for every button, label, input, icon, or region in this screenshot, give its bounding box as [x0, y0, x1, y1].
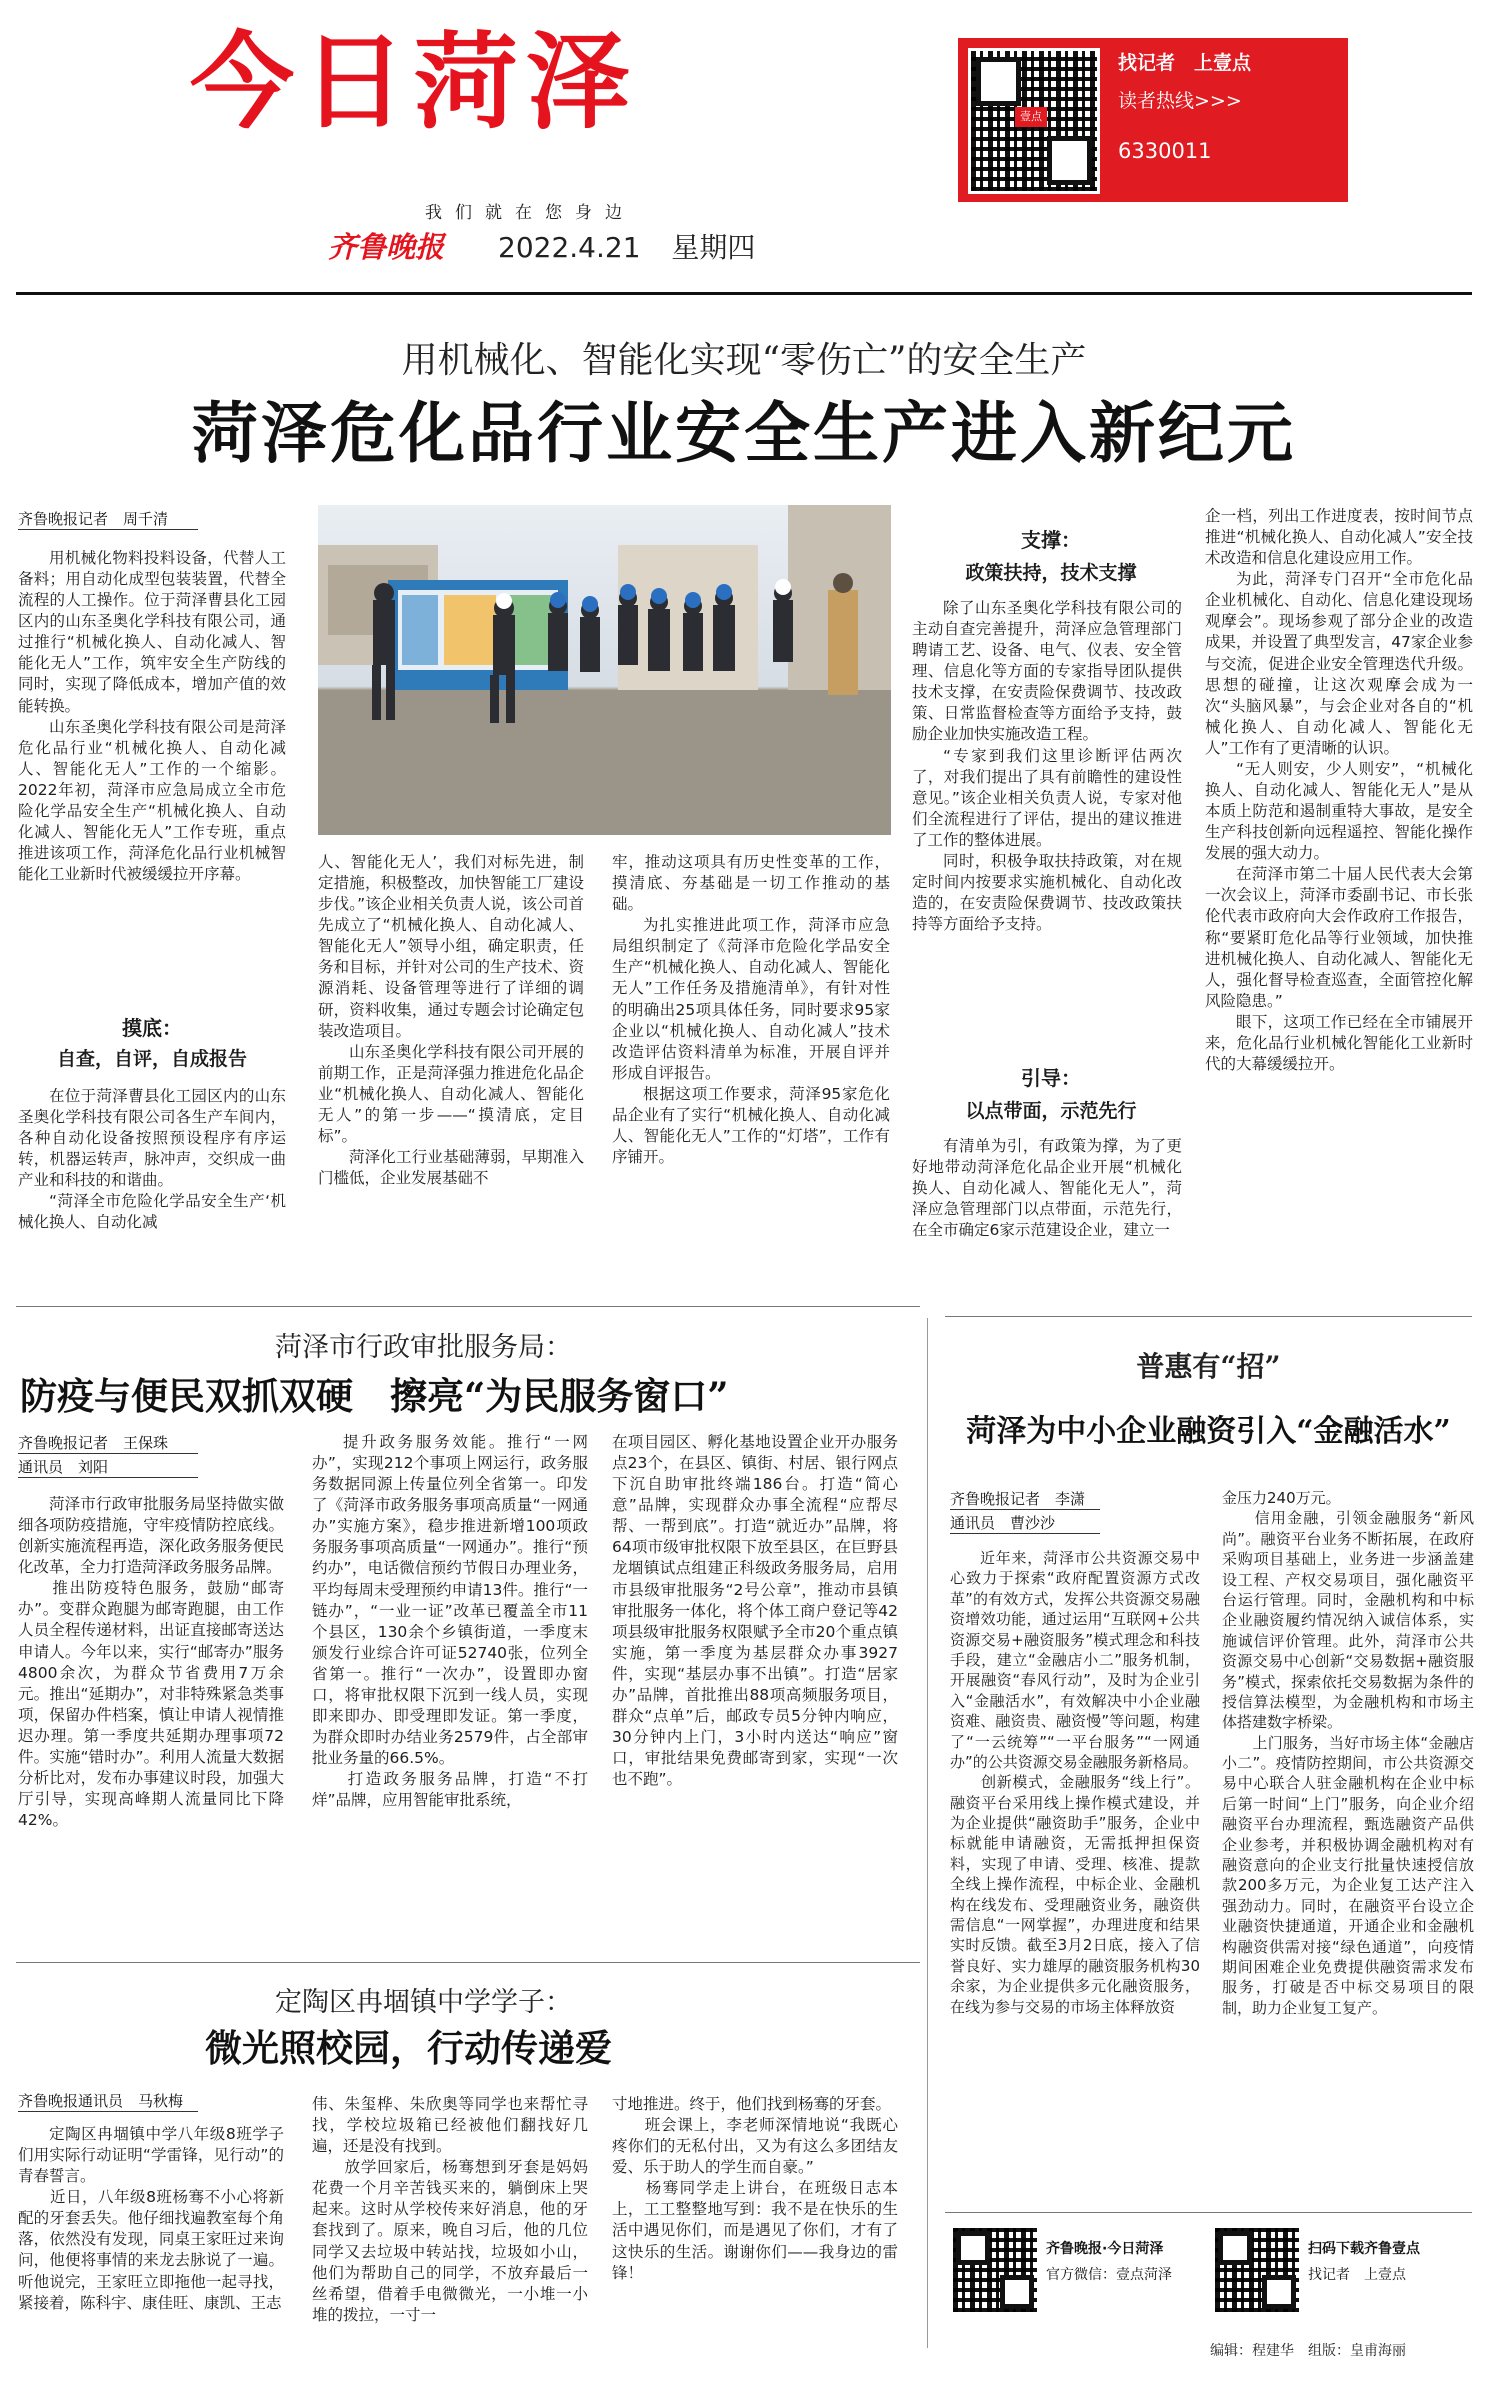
- article1-col4-p2: “专家到我们这里诊断评估两次了，对我们提出了具有前瞻性的建设性意见。”该企业相关负责人说，专家对他们全流程进行了评估，提出的建议推进了工作的整体进展。: [912, 746, 1182, 849]
- article1-col1-p3: 在位于菏泽曹县化工园区内的山东圣奥化学科技有限公司各生产车间内，各种自动化设备按照预设程序有序运转，机器运转声，脉冲声，交织成一曲产业和科技的和谐曲。: [18, 1087, 286, 1190]
- article1-col2-p1: 人、智能化无人’，我们对标先进，制定措施，积极整改，加快智能工厂建设步伐。”该企业相关负责人说，该公司首先成立了“机械化换人、自动化减人、智能化无人”领导小组，确定职责，任务和目标，并针对公司的生产技术、资源消耗、设备管理等进行了详细的调研，资料收集，通过专题会讨论确定包装改造项目。: [318, 853, 584, 1040]
- separator-article1-bottom-right: [945, 1316, 1472, 1317]
- article1-col3-p2: 为扎实推进此项工作，菏泽市应急局组织制定了《菏泽市危险化学品安全生产“机械化换人、自动化减人、智能化无人”工作任务及措施清单》，有针对性的明确出25项具体任务，同时要求95家企业以“机械化换人、自动化减人”技术改造评估资料清单为标准，开展自评并形成自评报告。: [612, 916, 890, 1082]
- article1-sub1-title: 自查，自评，自成报告: [56, 1048, 247, 1070]
- masthead-title: 今日菏泽: [190, 21, 639, 143]
- article1-photo: [318, 505, 891, 835]
- hotline-label: 读者热线>>>: [1118, 90, 1242, 112]
- editor-credits: 编辑：程建华 组版：皇甫海丽: [1210, 2343, 1406, 2359]
- app-qr-code[interactable]: [968, 48, 1100, 194]
- article1-col4-p4: 有清单为引，有政策为撑，为了更好地带动菏泽危化品企业开展“机械化换人、自动化减人、智能化无人”，菏泽应急管理部门以点带面，示范先行，在全市确定6家示范建设企业，建立一: [912, 1137, 1182, 1240]
- article1-col5-p4: 在菏泽市第二十届人民代表大会第一次会议上，菏泽市委副书记、市长张伦代表市政府向大会作政府工作报告，称“要紧盯危化品等行业领域，加快推进机械化换人、自动化减人、智能化无人，强化督导检查巡查，全面管控化解风险隐患。”: [1205, 865, 1473, 1010]
- article1-col4-lower: [912, 1136, 1182, 1241]
- article2-byline2: [18, 1456, 198, 1478]
- issue-date: [498, 226, 755, 266]
- article4-byline1: [950, 1488, 1100, 1510]
- qr-app-badge: 壹点: [1015, 107, 1047, 127]
- article2-byline1: [18, 1432, 198, 1454]
- article4-title: 菏泽为中小企业融资引入“金融活水”: [966, 1414, 1451, 1449]
- issue-weekday: 星期四: [671, 231, 756, 264]
- article1-col4: [912, 598, 1182, 935]
- hotline-number: 6330011: [1118, 139, 1212, 163]
- article4-kicker: 普惠有“招”: [1136, 1350, 1281, 1383]
- app-download-label: 扫码下载齐鲁壹点: [1308, 2241, 1420, 2257]
- masthead-slogan: 我们就在您身边: [425, 203, 635, 223]
- separator-vertical: [927, 1318, 928, 2348]
- article3-kicker: 定陶区冉堌镇中学学子：: [275, 1987, 572, 2018]
- article3-col3: 寸地推进。终于，他们找到杨骞的牙套。 班会课上，李老师深情地说“我既心疼你们的无私付出，又为有这么多团结友爱、乐于助人的学生而自豪。” 杨骞同学走上讲台，在班级日志本上，工工整整地写到：我不是在快乐的生活中遇见你们，而是遇见了你们，才有了这快乐的生活。谢谢你们——我身边的雷锋！: [612, 2095, 898, 2282]
- wechat-account-desc: 官方微信：壹点菏泽: [1046, 2267, 1172, 2283]
- article1-col2-p2: 山东圣奥化学科技有限公司开展的前期工作，正是菏泽强力推进危化品企业“机械化换人、自动化减人、智能化无人”的第一步——“摸清底，定目标”。: [318, 1042, 584, 1146]
- article3-byline: [18, 2090, 198, 2112]
- app-download-slogan: 找记者 上壹点: [1308, 2267, 1406, 2283]
- article2-title: 防疫与便民双抓双硬 擦亮“为民服务窗口”: [20, 1374, 729, 1418]
- article1-col3-p1: 牢，推动这项具有历史性变革的工作，摸清底、夯基础是一切工作推动的基础。: [612, 853, 890, 914]
- article3-byline-text: 齐鲁晚报通讯员 马秋梅: [18, 2090, 198, 2112]
- article4-byline2-text: 通讯员 曹沙沙: [950, 1512, 1100, 1534]
- article4-byline2: [950, 1512, 1100, 1534]
- paper-name-logo: 齐鲁晚报: [328, 230, 445, 264]
- article1-byline-text: 齐鲁晚报记者 周千清: [18, 508, 198, 530]
- article1-col1-p4: “菏泽全市危险化学品安全生产‘机械化换人、自动化减: [18, 1192, 286, 1232]
- article1-sub3-title: 以点带面，示范先行: [965, 1100, 1137, 1122]
- article2-kicker: 菏泽市行政审批服务局：: [275, 1332, 572, 1363]
- article1-kicker: 用机械化、智能化实现“零伤亡”的安全生产: [401, 340, 1087, 381]
- article1-col5-p3: “无人则安，少人则安”，“机械化换人、自动化减人、智能化无人”是从本质上防范和遏制重特大事故，是安全生产科技创新向远程遥控、智能化操作发展的强大动力。: [1205, 759, 1473, 863]
- article1-col3: [612, 852, 890, 1168]
- article1-col3-p3: 根据这项工作要求，菏泽95家危化品企业有了实行“机械化换人、自动化减人、智能化无人”工作的“灯塔”，工作有序铺开。: [612, 1084, 890, 1167]
- article3-col1: 定陶区冉堌镇中学八年级8班学子们用实际行动证明“学雷锋，见行动”的青春誓言。 近日，八年级8班杨骞不小心将新配的牙套丢失。他仔细找遍教室每个角落，依然没有发现，同桌王家旺过来询问，他便将事情的来龙去脉说了一遍。听他说完，王家旺立即拖他一起寻找，紧接着，陈科宇、康佳旺、康凯、王志: [18, 2125, 284, 2312]
- article2-col3: 在项目园区、孵化基地设置企业开办服务点23个，在县区、镇街、村居、银行网点下沉自助审批终端186台。打造“简心意”品牌，实现群众办事全流程“应帮尽帮、一帮到底”。打造“就近办”品牌，将64项市级审批权限下放至县区，在巨野县龙堌镇试点组建正科级政务服务局，启用市县级审批服务“2号公章”，推动市县镇审批服务一体化，将个体工商户登记等42项县级审批服务权限赋予全市20个重点镇实施，第一季度为基层群众办事3927件，实现“基层办事不出镇”。打造“居家办”品牌，首批推出88项高频服务项目，群众“点单”后，邮政专员5分钟内响应，30分钟内上门，3小时内送达“响应”窗口，审批结果免费邮寄到家，实现“一次也不跑”。: [612, 1433, 898, 1789]
- article1-sub3-kicker: 引导：: [1021, 1066, 1081, 1090]
- article3-col2: 伟、朱玺桦、朱欣奥等同学也来帮忙寻找，学校垃圾箱已经被他们翻找好几遍，还是没有找到。 放学回家后，杨骞想到牙套是妈妈花费一个月辛苦钱买来的，躺倒床上哭起来。这时从学校传来好消息，他的牙套找到了。原来，晚自习后，他的几位同学又去垃圾中转站找，垃圾如小山，他们为帮助自己的同学，不放弃最后一丝希望，借着手电微微光，一小堆一小堆的拨拉，一寸一: [312, 2095, 588, 2324]
- article1-col2: [318, 852, 584, 1189]
- article1-sub1-kicker: 摸底：: [122, 1016, 182, 1040]
- separator-article2-bottom: [16, 1962, 920, 1963]
- article1-col1: [18, 548, 286, 885]
- article1-col5-p1: 企一档，列出工作进度表，按时间节点推进“机械化换人、自动化减人”安全技术改造和信息化建设应用工作。: [1205, 507, 1473, 568]
- separator-footer: [945, 2212, 1472, 2213]
- article1-byline: [18, 508, 198, 530]
- article2-byline1-text: 齐鲁晚报记者 王保珠: [18, 1432, 198, 1454]
- article1-col4-p3: 同时，积极争取扶持政策，对在规定时间内按要求实施机械化、自动化改造的，在安责险保费调节、技改政策扶持等方面给予支持。: [912, 851, 1182, 934]
- article2-col2: 提升政务服务效能。推行“一网办”，实现212个事项上网运行，政务服务数据同源上传量位列全省第一。印发了《菏泽市政务服务事项高质量“一网通办”实施方案》，稳步推进新增100项政务服务事项高质量“一网通办”。推行“预约办”，电话微信预约节假日办理业务，平均每周末受理预约申请13件。推行“一链办”，“一业一证”改革已覆盖全市11个县区，130余个乡镇街道，一季度末颁发行业综合许可证52740张，位列全省第一。推行“一次办”，设置即办窗口，将审批权限下沉到一线人员，实现即来即办、即受理即发证。第一季度，为群众即时办结业务2579件，占全部审批业务量的66.5%。 打造政务服务品牌，打造“不打烊”品牌，应用智能审批系统，: [312, 1433, 588, 1810]
- article4-col2: 金压力240万元。 信用金融，引领金融服务“新风尚”。融资平台业务不断拓展，在政府采购项目基础上，业务进一步涵盖建设工程、产权交易项目，强化融资平台运行管理。同时，金融机构和中标企业融资履约情况纳入诚信体系，实施诚信评价管理。此外，菏泽市公共资源交易中心创新“交易数据+融资服务”模式，探索依托交易数据为条件的授信算法模型，为金融机构和市场主体搭建数字桥梁。 上门服务，当好市场主体“金融店小二”。疫情防控期间，市公共资源交易中心联合人驻金融机构在企业中标后第一时间“上门”服务，向企业介绍融资平台办理流程，甄选融资产品供企业参考，并积极协调金融机构对有融资意向的企业支行批量快速授信放款200多万元，为企业复工达产注入强劲动力。同时，在融资平台设立企业融资快捷通道，开通企业和金融机构融资供需对接“绿色通道”，向疫情期间困难企业免费提供融资需求发布服务，打破是否中标交易项目的限制，助力企业复工复产。: [1222, 1489, 1474, 2017]
- separator-article1-bottom-left: [16, 1306, 920, 1307]
- article1-title: 菏泽危化品行业安全生产进入新纪元: [192, 394, 1296, 472]
- wechat-qr-code[interactable]: [950, 2225, 1040, 2315]
- masthead-rule: [16, 292, 1472, 295]
- article2-byline2-text: 通讯员 刘阳: [18, 1456, 198, 1478]
- reporter-slogan: 找记者 上壹点: [1118, 52, 1252, 74]
- article1-sub2-kicker: 支撑：: [1021, 528, 1081, 552]
- article1-col2-p3: 菏泽化工行业基础薄弱，早期准入门槛低，企业发展基础不: [318, 1148, 584, 1188]
- reader-hotline-box: [958, 38, 1348, 202]
- article2-col1: 菏泽市行政审批服务局坚持做实做细各项防疫措施，守牢疫情防控底线。创新实施流程再造，深化政务服务便民化改革，全力打造菏泽政务服务品牌。 推出防疫特色服务，鼓励“邮寄办”。变群众跑腿为邮寄跑腿，由工作人员全程传递材料，出证直接邮寄送达申请人。今年以来，实行“邮寄办”服务4800余次，为群众节省费用7万余元。推出“延期办”，对非特殊紧急类事项，保留办件档案，慎让申请人视情推迟办理。第一季度共延期办理事项72件。实施“错时办”。利用人流量大数据分析比对，发布办事建议时段，加强大厅引导，实现高峰期人流量同比下降42%。: [18, 1495, 284, 1830]
- wechat-account-name: 齐鲁晚报·今日菏泽: [1046, 2241, 1164, 2257]
- article1-col1-p2: 山东圣奥化学科技有限公司是菏泽危化品行业“机械化换人、自动化减人、智能化无人”工作的一个缩影。2022年初，菏泽市应急局成立全市危险化学品安全生产“机械化换人、自动化减人、智能化无人”工作专班，重点推进该项工作，菏泽危化品行业机械智能化工业新时代被缓缓拉开序幕。: [18, 717, 286, 884]
- article1-col1-p1: 用机械化物料投料设备，代替人工备料；用自动化成型包装装置，代替全流程的人工操作。位于菏泽曹县化工园区内的山东圣奥化学科技有限公司，通过推行“机械化换人、自动化减人、智能化无人”工作，筑牢安全生产防线的同时，实现了降低成本，增加产值的效能转换。: [18, 549, 286, 715]
- article1-col5-p5: 眼下，这项工作已经在全市铺展开来，危化品行业机械化智能化工业新时代的大幕缓缓拉开。: [1205, 1012, 1473, 1074]
- article1-col5: [1205, 506, 1473, 1075]
- article3-title: 微光照校园，行动传递爱: [205, 2026, 612, 2070]
- issue-date-value: 2022.4.21: [498, 231, 641, 264]
- article1-col4-p1: 除了山东圣奥化学科技有限公司的主动自查完善提升，菏泽应急管理部门聘请工艺、设备、电气、仪表、安全管理、信息化等方面的专家指导团队提供技术支撑，在安责险保费调节、技改政策、日常监督检查等方面给予支持，鼓励企业加快实施改造工程。: [912, 599, 1182, 744]
- article4-byline1-text: 齐鲁晚报记者 李潇: [950, 1488, 1100, 1510]
- article1-col1-lower: [18, 1086, 286, 1234]
- article1-col5-p2: 为此，菏泽专门召开“全市危化品企业机械化、自动化、信息化建设现场观摩会”。现场参观了部分企业的改造成果，并设置了典型发言，47家企业参与交流，促进企业安全管理迭代升级。思想的碰撞，让这次观摩会成为一次“头脑风暴”，与会企业对各自的“机械化换人、自动化减人、智能化无人”工作有了更清晰的认识。: [1205, 570, 1473, 757]
- article1-sub2-title: 政策扶持，技术支撑: [965, 562, 1137, 584]
- article4-col1: 近年来，菏泽市公共资源交易中心致力于探索“政府配置资源方式改革”的有效方式，发挥公共资源交易融资增效功能，通过运用“互联网+公共资源交易+融资服务”模式理念和科技手段，建立“金融店小二”服务机制，开展融资“春风行动”，及时为企业引入“金融活水”，有效解决中小企业融资难、融资贵、融资慢”等问题，构建了“一云统筹”“一平台服务”“一网通办”的公共资源交易金融服务新格局。 创新模式，金融服务“线上行”。融资平台采用线上操作模式建设，并为企业提供“融资助手”服务，企业中标就能申请融资，无需抵押担保资料，实现了申请、受理、核准、提款全线上操作流程，中标企业、金融机构在线发布、受理融资业务，融资供需信息“一网掌握”，办理进度和结果实时反馈。截至3月2日底，接入了信誉良好、实力雄厚的融资服务机构30余家，为企业提供多元化融资服务，在线为参与交易的市场主体释放资: [950, 1549, 1200, 2016]
- app-download-qr-code[interactable]: [1212, 2225, 1302, 2315]
